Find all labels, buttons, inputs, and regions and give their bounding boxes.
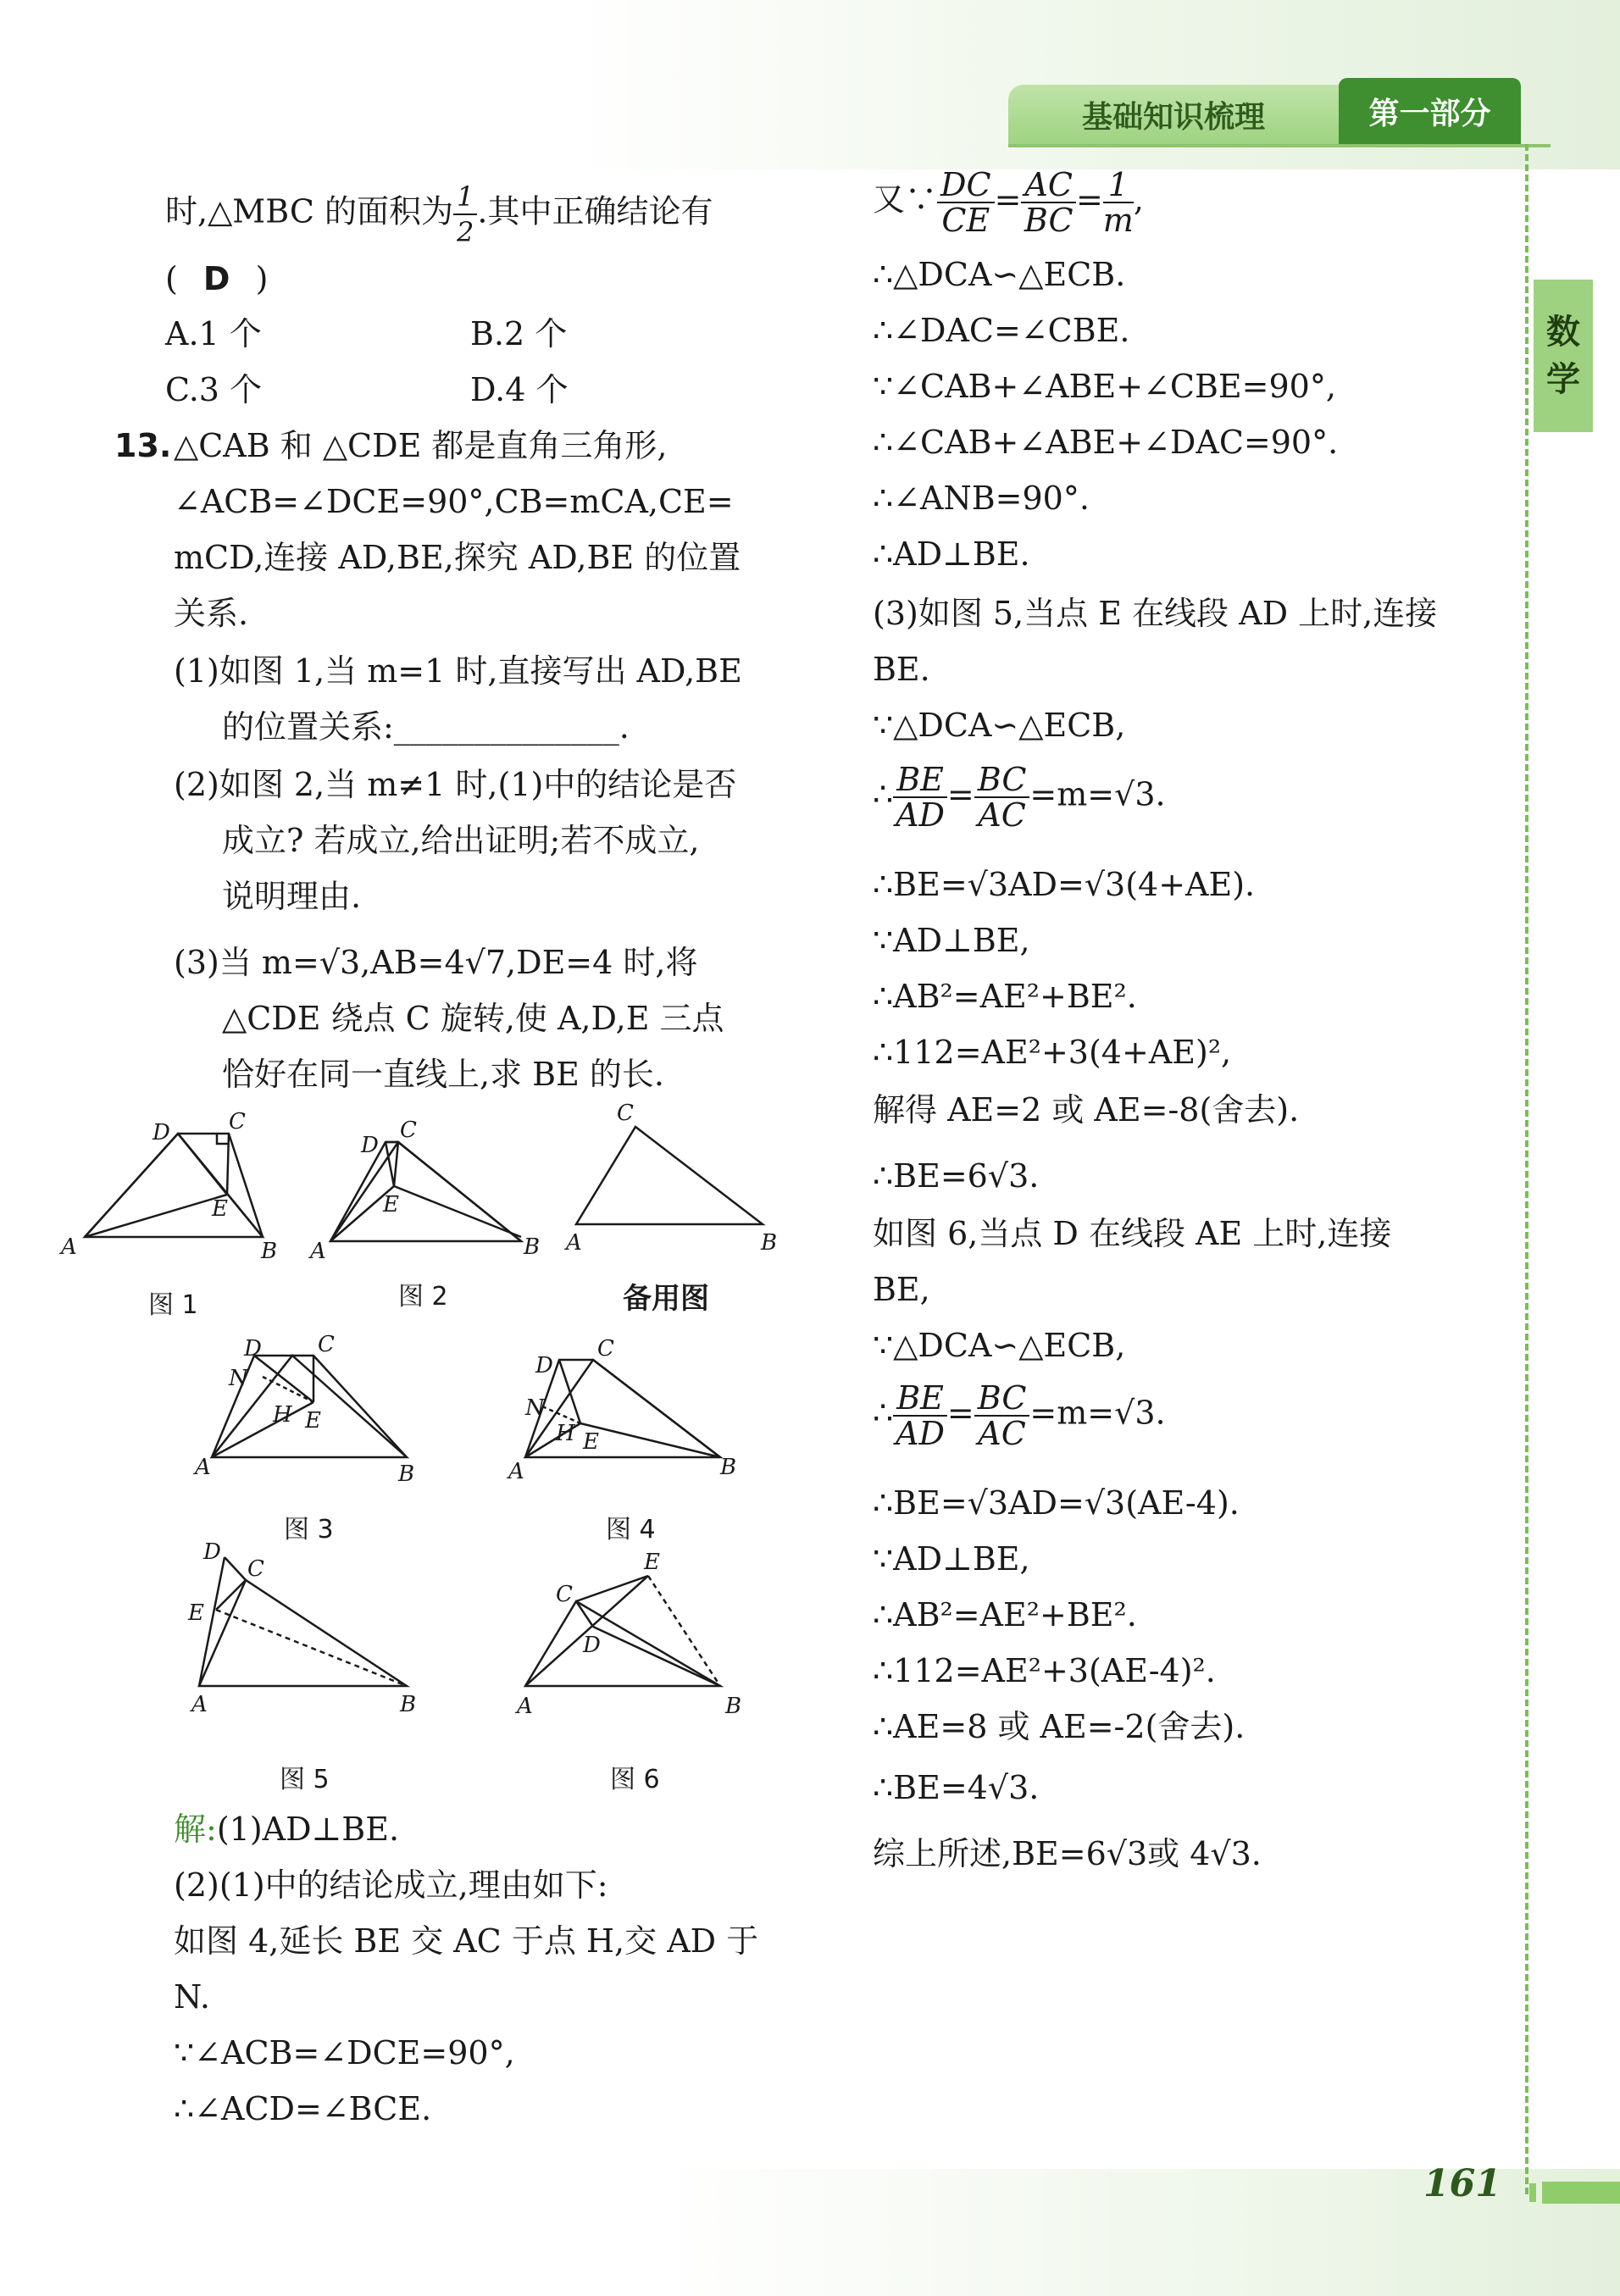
page-marker-tick bbox=[1529, 2183, 1536, 2202]
right-line-5: ∴∠CAB+∠ABE+∠DAC=90°. bbox=[873, 424, 1339, 461]
part2-line-3: 说明理由. bbox=[222, 878, 362, 915]
header-divider bbox=[1008, 144, 1551, 147]
right-line-20: ∵△DCA∽△ECB, bbox=[873, 1327, 1126, 1364]
right-line-10: ∵△DCA∽△ECB, bbox=[873, 707, 1126, 744]
fig4-label-h: H bbox=[556, 1421, 575, 1446]
fig4-label-e: E bbox=[583, 1429, 599, 1455]
fig2-label-a: A bbox=[310, 1239, 326, 1264]
right-line-17: ∴BE=6√3. bbox=[873, 1157, 1040, 1195]
answer-letter: D bbox=[202, 260, 230, 297]
answer-close: ) bbox=[255, 260, 269, 297]
figure-1 bbox=[85, 1134, 263, 1237]
right-line-16: 解得 AE=2 或 AE=-8(舍去). bbox=[873, 1091, 1300, 1129]
fig3-label-c: C bbox=[318, 1332, 335, 1357]
r21-f1-den: AD bbox=[896, 1415, 945, 1452]
right-line-9: BE. bbox=[873, 651, 930, 688]
part3-line-2: △CDE 绕点 C 旋转,使 A,D,E 三点 bbox=[222, 1000, 724, 1037]
r21-prefix: ∴ bbox=[873, 1394, 894, 1432]
r1-eq-1: = bbox=[994, 180, 1022, 219]
part1-line-1: (1)如图 1,当 m=1 时,直接写出 AD,BE bbox=[174, 652, 742, 690]
r11-f1-den: AD bbox=[896, 796, 945, 834]
right-line-22: ∴BE=√3AD=√3(AE-4). bbox=[873, 1484, 1240, 1522]
side-tab-char-1: 数 bbox=[1546, 313, 1580, 352]
right-line-1 bbox=[873, 168, 1144, 237]
q-line-3: mCD,连接 AD,BE,探究 AD,BE 的位置 bbox=[174, 539, 741, 576]
caption-fig-1: 图 1 bbox=[148, 1290, 198, 1320]
right-line-2: ∴△DCA∽△ECB. bbox=[873, 256, 1126, 293]
r11-eq: = bbox=[946, 775, 974, 813]
l1-text-a: 时,△MBC 的面积为 bbox=[165, 192, 453, 230]
fig4-label-d: D bbox=[535, 1353, 553, 1378]
fig4-label-n: N bbox=[525, 1395, 545, 1421]
r11-f1-num: BE bbox=[893, 763, 947, 798]
part1-line-2: 的位置关系:______________. bbox=[222, 708, 630, 746]
fig2-label-b: B bbox=[524, 1234, 541, 1260]
option-a: A.1 个 bbox=[165, 315, 262, 352]
right-line-6: ∴∠ANB=90°. bbox=[873, 480, 1090, 517]
fig3-label-a: A bbox=[195, 1455, 211, 1480]
fig5-label-e: E bbox=[188, 1600, 204, 1626]
fig6-label-e: E bbox=[644, 1550, 660, 1575]
fig1-label-b: B bbox=[261, 1239, 278, 1264]
fig6-label-d: D bbox=[583, 1633, 601, 1658]
r11-fraction-2 bbox=[974, 763, 1030, 832]
fraction-one-half bbox=[453, 180, 477, 249]
r1-fraction-2 bbox=[1021, 168, 1076, 237]
solution-line-4: N. bbox=[174, 1978, 210, 2016]
right-line-19: BE, bbox=[873, 1271, 930, 1308]
caption-fig-3: 图 3 bbox=[284, 1515, 334, 1545]
fig4-label-a: A bbox=[508, 1459, 524, 1484]
figure-6 bbox=[525, 1576, 720, 1686]
r11-prefix: ∴ bbox=[873, 775, 894, 813]
part2-line-1: (2)如图 2,当 m≠1 时,(1)中的结论是否 bbox=[174, 766, 737, 803]
figure-spare bbox=[576, 1127, 763, 1224]
right-line-26: ∴AE=8 或 AE=-2(舍去). bbox=[873, 1708, 1246, 1745]
fig3-label-h: H bbox=[273, 1402, 292, 1428]
fig5-label-a: A bbox=[191, 1692, 208, 1717]
r1-prefix: 又∵ bbox=[873, 180, 938, 219]
q-line-1: △CAB 和 △CDE 都是直角三角形, bbox=[174, 427, 668, 464]
right-line-28: 综上所述,BE=6√3或 4√3. bbox=[873, 1835, 1262, 1872]
figure-2 bbox=[330, 1142, 521, 1241]
right-line-3: ∴∠DAC=∠CBE. bbox=[873, 312, 1130, 349]
r11-f2-num: BC bbox=[974, 763, 1030, 798]
r21-eq: = bbox=[946, 1394, 974, 1432]
right-line-14: ∴AB²=AE²+BE². bbox=[873, 978, 1137, 1015]
caption-fig-5: 图 5 bbox=[280, 1765, 330, 1794]
solution-line-3: 如图 4,延长 BE 交 AC 于点 H,交 AD 于 bbox=[174, 1922, 759, 1960]
r1-f1-num: DC bbox=[937, 168, 995, 203]
fig1-label-c: C bbox=[229, 1109, 246, 1134]
r1-f2-num: AC bbox=[1021, 168, 1076, 203]
option-c: C.3 个 bbox=[165, 371, 263, 408]
right-line-24: ∴AB²=AE²+BE². bbox=[873, 1596, 1137, 1633]
r21-f2-num: BC bbox=[974, 1381, 1030, 1417]
fig4-label-c: C bbox=[597, 1336, 614, 1362]
subject-side-tab bbox=[1534, 280, 1593, 432]
right-line-25: ∴112=AE²+3(AE-4)². bbox=[873, 1652, 1216, 1689]
fig6-label-a: A bbox=[517, 1694, 533, 1719]
right-line-18: 如图 6,当点 D 在线段 AE 上时,连接 bbox=[873, 1215, 1392, 1252]
solution-line-6: ∴∠ACD=∠BCE. bbox=[174, 2090, 432, 2127]
r21-fraction-1 bbox=[893, 1381, 947, 1450]
part3-line-3: 恰好在同一直线上,求 BE 的长. bbox=[222, 1056, 664, 1093]
answer-line bbox=[165, 258, 268, 299]
r21-f2-den: AC bbox=[978, 1415, 1026, 1452]
caption-spare: 备用图 bbox=[623, 1282, 709, 1316]
r21-f1-num: BE bbox=[893, 1381, 947, 1417]
left-line-1 bbox=[165, 180, 713, 249]
fig6-label-b: B bbox=[725, 1694, 742, 1719]
r11-fraction-1 bbox=[893, 763, 947, 832]
side-dashed-line bbox=[1525, 144, 1528, 2194]
option-d: D.4 个 bbox=[470, 371, 569, 408]
r1-fraction-1 bbox=[937, 168, 995, 237]
figure-5 bbox=[199, 1557, 407, 1686]
fig1-label-a: A bbox=[61, 1234, 77, 1260]
fig3-label-n: N bbox=[229, 1366, 248, 1391]
fig5-label-d: D bbox=[203, 1539, 221, 1565]
fig2-label-d: D bbox=[361, 1133, 379, 1158]
frac-num: 1 bbox=[453, 180, 477, 215]
spare-label-b: B bbox=[761, 1230, 778, 1256]
spare-label-c: C bbox=[617, 1101, 634, 1126]
frac-den: 2 bbox=[457, 216, 474, 248]
answer-open: ( bbox=[165, 260, 178, 297]
right-line-7: ∴AD⊥BE. bbox=[873, 535, 1030, 573]
fig3-label-d: D bbox=[244, 1336, 262, 1362]
r1-f2-den: BC bbox=[1024, 202, 1074, 239]
fig4-label-b: B bbox=[720, 1455, 737, 1480]
footer-background bbox=[0, 2169, 1620, 2296]
section-tab: 基础知识梳理 bbox=[1008, 85, 1339, 144]
r1-eq-2: = bbox=[1075, 180, 1103, 219]
r1-post: , bbox=[1133, 180, 1144, 219]
r21-post: =m=√3. bbox=[1029, 1394, 1166, 1432]
fig6-label-c: C bbox=[556, 1582, 573, 1607]
solution-line-5: ∵∠ACB=∠DCE=90°, bbox=[174, 2034, 515, 2071]
part3-line-1: (3)当 m=√3,AB=4√7,DE=4 时,将 bbox=[174, 944, 698, 981]
part-tab: 第一部分 bbox=[1339, 78, 1521, 144]
question-number: 13. bbox=[114, 427, 172, 464]
r1-f1-den: CE bbox=[941, 202, 990, 239]
fig5-label-c: C bbox=[247, 1556, 264, 1582]
r1-f3-num: 1 bbox=[1103, 168, 1134, 203]
caption-fig-2: 图 2 bbox=[398, 1282, 448, 1312]
fig3-label-b: B bbox=[398, 1461, 415, 1487]
fig1-label-d: D bbox=[153, 1120, 170, 1145]
l1-text-b: .其中正确结论有 bbox=[477, 192, 713, 230]
fig1-label-e: E bbox=[212, 1196, 228, 1222]
solution-line-1 bbox=[174, 1809, 399, 1850]
fig2-label-e: E bbox=[383, 1192, 399, 1217]
r21-fraction-2 bbox=[974, 1381, 1030, 1450]
caption-fig-6: 图 6 bbox=[610, 1765, 660, 1794]
fig5-label-b: B bbox=[400, 1692, 417, 1717]
r11-post: =m=√3. bbox=[1029, 775, 1166, 813]
right-line-4: ∵∠CAB+∠ABE+∠CBE=90°, bbox=[873, 368, 1336, 405]
right-line-15: ∴112=AE²+3(4+AE)², bbox=[873, 1034, 1232, 1071]
r11-f2-den: AC bbox=[978, 796, 1026, 834]
r1-fraction-3 bbox=[1103, 168, 1134, 237]
page-marker-bar bbox=[1542, 2182, 1620, 2204]
figures-area bbox=[51, 1101, 813, 1991]
right-line-8: (3)如图 5,当点 E 在线段 AD 上时,连接 bbox=[873, 595, 1438, 632]
right-line-13: ∵AD⊥BE, bbox=[873, 922, 1030, 959]
part2-line-2: 成立? 若成立,给出证明;若不成立, bbox=[222, 822, 700, 859]
right-line-23: ∵AD⊥BE, bbox=[873, 1540, 1030, 1578]
right-line-21 bbox=[873, 1381, 1166, 1450]
caption-fig-4: 图 4 bbox=[606, 1515, 656, 1545]
fig3-label-e: E bbox=[305, 1408, 321, 1434]
right-line-27: ∴BE=4√3. bbox=[873, 1769, 1040, 1806]
solution-line-2: (2)(1)中的结论成立,理由如下: bbox=[174, 1866, 608, 1904]
solution-label: 解: bbox=[174, 1811, 217, 1848]
option-b: B.2 个 bbox=[470, 315, 568, 352]
right-line-12: ∴BE=√3AD=√3(4+AE). bbox=[873, 866, 1256, 903]
q-line-2: ∠ACB=∠DCE=90°,CB=mCA,CE= bbox=[174, 483, 734, 520]
page-number: 161 bbox=[1423, 2162, 1501, 2205]
q-line-4: 关系. bbox=[174, 595, 249, 632]
r1-f3-den: m bbox=[1102, 202, 1134, 239]
right-line-11 bbox=[873, 763, 1166, 832]
figure-4 bbox=[525, 1360, 720, 1457]
side-tab-char-2: 学 bbox=[1546, 360, 1580, 399]
solution-part1: (1)AD⊥BE. bbox=[216, 1811, 400, 1848]
spare-label-a: A bbox=[566, 1230, 582, 1256]
fig2-label-c: C bbox=[400, 1117, 417, 1143]
